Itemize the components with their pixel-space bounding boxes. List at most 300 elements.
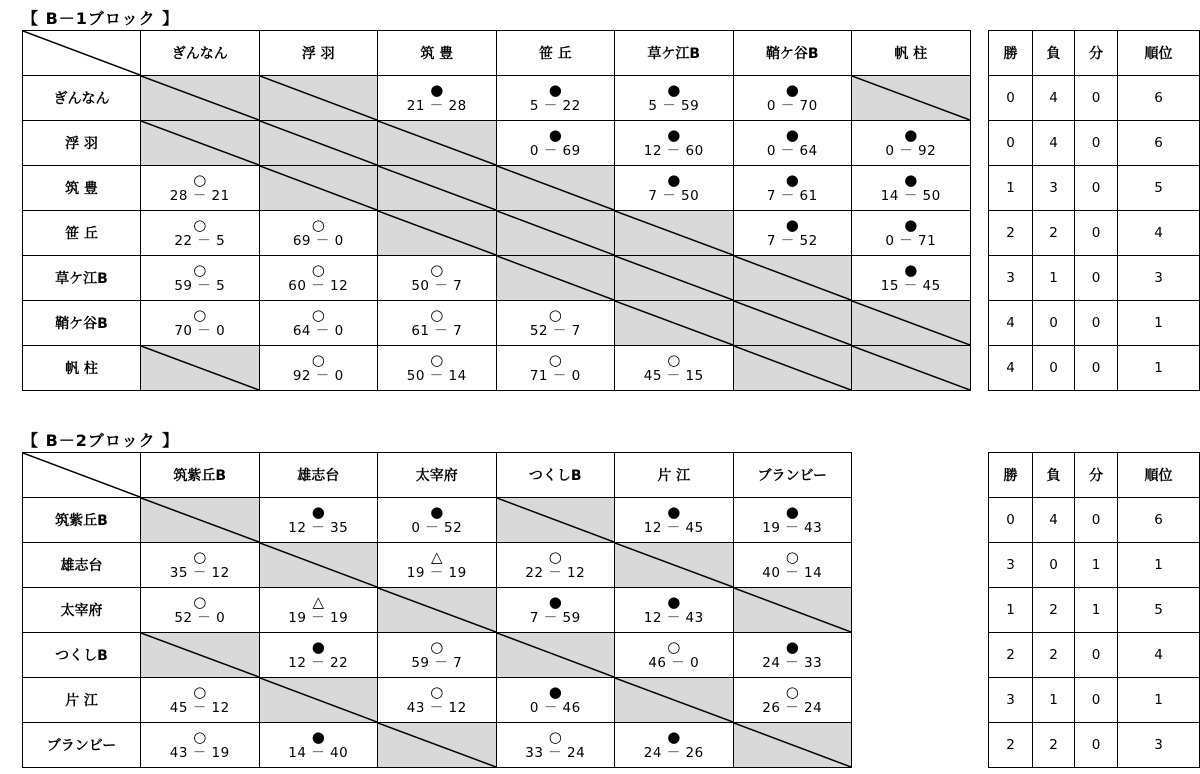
result-cell	[615, 498, 734, 543]
row-team-name: 帆 柱	[23, 346, 141, 391]
standings-cell: 0	[989, 498, 1033, 543]
standings-cell: 0	[1075, 498, 1118, 543]
standings-cell: 1	[1118, 678, 1200, 723]
table-row	[23, 121, 971, 166]
result-score: 7 － 59	[529, 610, 581, 626]
result-mark: ●	[785, 216, 799, 234]
block-title: 【 B－1ブロック 】	[22, 9, 180, 28]
result-score: 0 － 64	[766, 143, 818, 159]
result-cell	[378, 76, 497, 121]
result-mark: ○	[785, 683, 799, 701]
result-score: 35 － 12	[169, 565, 230, 581]
standings-cell: 1	[1075, 588, 1118, 633]
result-score: 7 － 61	[766, 188, 818, 204]
row-team-name: 浮 羽	[23, 121, 141, 166]
result-cell	[496, 588, 615, 633]
result-score: 12 － 35	[288, 520, 349, 536]
self-match-cell	[615, 256, 734, 301]
standings-row	[989, 166, 1200, 211]
result-mark: ○	[430, 261, 444, 279]
result-mark: ○	[193, 261, 207, 279]
result-cell	[378, 678, 497, 723]
standings-header-cell: 順位	[1118, 31, 1200, 76]
standings-row	[989, 76, 1200, 121]
result-mark: ●	[548, 593, 562, 611]
result-mark: ●	[667, 593, 681, 611]
result-cell	[496, 121, 615, 166]
result-score: 19 － 43	[762, 520, 823, 536]
table-row	[23, 678, 852, 723]
result-mark: ○	[193, 171, 207, 189]
result-score: 0 － 71	[885, 233, 937, 249]
result-cell	[733, 211, 852, 256]
standings-header-row	[989, 453, 1200, 498]
result-cell	[141, 678, 260, 723]
no-match-cell	[141, 633, 260, 678]
result-mark: ●	[667, 503, 681, 521]
self-match-cell	[378, 166, 497, 211]
result-cell	[852, 256, 971, 301]
self-match-cell	[733, 301, 852, 346]
standings-cell: 4	[989, 346, 1033, 391]
result-score: 69 － 0	[292, 233, 344, 249]
no-match-cell	[141, 346, 260, 391]
column-team-name: つくしB	[496, 453, 615, 498]
standings-cell: 4	[1033, 121, 1075, 166]
result-mark: ○	[193, 548, 207, 566]
standings-row	[989, 543, 1200, 588]
result-cell	[141, 723, 260, 768]
column-team-name: 筑 豊	[378, 31, 497, 76]
result-score: 92 － 0	[292, 368, 344, 384]
result-cell	[615, 633, 734, 678]
result-mark: ○	[667, 351, 681, 369]
result-cell	[378, 301, 497, 346]
no-match-cell	[259, 166, 378, 211]
table-row	[23, 588, 852, 633]
result-mark: ○	[311, 216, 325, 234]
table-row	[23, 498, 852, 543]
result-score: 50 － 14	[406, 368, 467, 384]
standings-cell: 3	[989, 678, 1033, 723]
standings-header-row	[989, 31, 1200, 76]
row-team-name: 鞘ケ谷B	[23, 301, 141, 346]
no-match-cell	[615, 301, 734, 346]
result-cell	[615, 166, 734, 211]
result-mark: ○	[193, 683, 207, 701]
standings-row	[989, 588, 1200, 633]
result-score: 52 － 7	[529, 323, 581, 339]
standings-cell: 0	[989, 76, 1033, 121]
no-match-cell	[378, 723, 497, 768]
result-cell	[733, 121, 852, 166]
row-team-name: ブランビー	[23, 723, 141, 768]
result-mark: ●	[785, 126, 799, 144]
result-score: 5 － 22	[529, 98, 581, 114]
row-team-name: 筑紫丘B	[23, 498, 141, 543]
self-match-cell	[259, 121, 378, 166]
result-mark: ○	[785, 548, 799, 566]
standings-cell: 1	[1033, 678, 1075, 723]
result-mark: ○	[548, 351, 562, 369]
row-team-name: 笹 丘	[23, 211, 141, 256]
result-cell	[496, 678, 615, 723]
standings-cell: 1	[1033, 256, 1075, 301]
standings-cell: 1	[989, 166, 1033, 211]
self-match-cell	[496, 633, 615, 678]
result-mark: ○	[311, 261, 325, 279]
result-score: 0 － 52	[411, 520, 463, 536]
result-cell	[733, 678, 852, 723]
row-team-name: 筑 豊	[23, 166, 141, 211]
result-cell	[496, 543, 615, 588]
result-score: 22 － 12	[525, 565, 586, 581]
standings-row	[989, 633, 1200, 678]
result-score: 14 － 50	[880, 188, 941, 204]
standings-cell: 2	[1033, 588, 1075, 633]
standings-cell: 0	[1075, 633, 1118, 678]
row-team-name: 片 江	[23, 678, 141, 723]
column-team-name: 太宰府	[378, 453, 497, 498]
row-team-name: ぎんなん	[23, 76, 141, 121]
result-mark: ●	[785, 638, 799, 656]
standings-row	[989, 723, 1200, 768]
self-match-cell	[733, 723, 852, 768]
self-match-cell	[496, 211, 615, 256]
standings-cell: 3	[1118, 723, 1200, 768]
standings-row	[989, 121, 1200, 166]
result-cell	[378, 633, 497, 678]
standings-cell: 3	[989, 543, 1033, 588]
standings-cell: 4	[1118, 211, 1200, 256]
result-score: 43 － 19	[169, 745, 230, 761]
result-cell	[615, 121, 734, 166]
result-mark: △	[430, 548, 443, 566]
result-cell	[259, 588, 378, 633]
result-mark: ●	[548, 683, 562, 701]
standings-cell: 1	[1118, 346, 1200, 391]
column-team-name: 草ケ江B	[615, 31, 734, 76]
standings-cell: 0	[989, 121, 1033, 166]
result-score: 46 － 0	[648, 655, 700, 671]
result-cell	[852, 211, 971, 256]
result-score: 59 － 5	[174, 278, 226, 294]
row-team-name: 雄志台	[23, 543, 141, 588]
result-cell	[141, 301, 260, 346]
standings-row	[989, 211, 1200, 256]
standings-cell: 1	[1118, 543, 1200, 588]
result-mark: ○	[430, 351, 444, 369]
standings-row	[989, 498, 1200, 543]
result-mark: ○	[430, 683, 444, 701]
result-score: 0 － 70	[766, 98, 818, 114]
result-score: 61 － 7	[411, 323, 463, 339]
corner-cell	[23, 31, 141, 76]
result-cell	[496, 346, 615, 391]
standings-cell: 1	[1118, 301, 1200, 346]
standings-header-cell: 順位	[1118, 453, 1200, 498]
standings-cell: 0	[1033, 301, 1075, 346]
result-score: 40 － 14	[762, 565, 823, 581]
standings-cell: 0	[1075, 166, 1118, 211]
standings-cell: 1	[1075, 543, 1118, 588]
results-grid	[22, 30, 971, 391]
result-cell	[259, 256, 378, 301]
result-mark: ●	[311, 728, 325, 746]
table-row	[23, 301, 971, 346]
result-mark: ●	[667, 728, 681, 746]
standings-cell: 0	[1075, 723, 1118, 768]
result-score: 12 － 22	[288, 655, 349, 671]
result-mark: ○	[548, 306, 562, 324]
result-cell	[259, 633, 378, 678]
block-title: 【 B－2ブロック 】	[22, 431, 180, 450]
result-score: 50 － 7	[411, 278, 463, 294]
result-score: 21 － 28	[406, 98, 467, 114]
standings-cell: 2	[989, 723, 1033, 768]
self-match-cell	[259, 543, 378, 588]
result-cell	[259, 301, 378, 346]
result-cell	[852, 166, 971, 211]
result-score: 0 － 69	[529, 143, 581, 159]
result-score: 43 － 12	[406, 700, 467, 716]
result-score: 0 － 92	[885, 143, 937, 159]
result-score: 45 － 15	[643, 368, 704, 384]
table-row	[23, 723, 852, 768]
standings-cell: 0	[1075, 301, 1118, 346]
no-match-cell	[496, 256, 615, 301]
standings-row	[989, 256, 1200, 301]
result-cell	[259, 211, 378, 256]
column-team-name: 雄志台	[259, 453, 378, 498]
column-team-name: 浮 羽	[259, 31, 378, 76]
result-mark: ●	[311, 503, 325, 521]
result-cell	[733, 543, 852, 588]
no-match-cell	[378, 121, 497, 166]
result-cell	[259, 723, 378, 768]
result-mark: ●	[785, 81, 799, 99]
standings-header-cell: 負	[1033, 31, 1075, 76]
result-mark: ○	[193, 306, 207, 324]
no-match-cell	[733, 256, 852, 301]
result-mark: ●	[904, 261, 918, 279]
standings-row	[989, 301, 1200, 346]
standings-cell: 6	[1118, 498, 1200, 543]
standings-header-cell: 勝	[989, 31, 1033, 76]
result-cell	[496, 301, 615, 346]
standings-cell: 2	[1033, 633, 1075, 678]
column-team-name: 片 江	[615, 453, 734, 498]
standings-table	[988, 452, 1200, 768]
result-score: 24 － 33	[762, 655, 823, 671]
result-score: 14 － 40	[288, 745, 349, 761]
standings-cell: 0	[1075, 121, 1118, 166]
standings-cell: 6	[1118, 76, 1200, 121]
standings-row	[989, 678, 1200, 723]
result-mark: ●	[785, 503, 799, 521]
result-cell	[141, 166, 260, 211]
table-row	[23, 211, 971, 256]
result-score: 19 － 19	[288, 610, 349, 626]
result-mark: ●	[667, 81, 681, 99]
result-mark: ●	[667, 171, 681, 189]
standings-header-cell: 分	[1075, 453, 1118, 498]
standings-cell: 2	[989, 633, 1033, 678]
result-score: 71 － 0	[529, 368, 581, 384]
standings-cell: 0	[1033, 543, 1075, 588]
standings-cell: 0	[1075, 678, 1118, 723]
result-mark: ●	[430, 81, 444, 99]
table-row	[23, 166, 971, 211]
self-match-cell	[378, 588, 497, 633]
self-match-cell	[141, 498, 260, 543]
row-team-name: 太宰府	[23, 588, 141, 633]
standings-header-cell: 勝	[989, 453, 1033, 498]
result-cell	[733, 166, 852, 211]
result-mark: ○	[667, 638, 681, 656]
result-cell	[141, 256, 260, 301]
result-cell	[615, 76, 734, 121]
standings-cell: 3	[1033, 166, 1075, 211]
standings-cell: 4	[1033, 498, 1075, 543]
result-score: 15 － 45	[880, 278, 941, 294]
standings-cell: 2	[1033, 211, 1075, 256]
result-cell	[496, 723, 615, 768]
result-mark: ○	[548, 728, 562, 746]
column-team-name: 笹 丘	[496, 31, 615, 76]
result-cell	[378, 256, 497, 301]
row-team-name: つくしB	[23, 633, 141, 678]
result-score: 33 － 24	[525, 745, 586, 761]
result-mark: △	[312, 593, 325, 611]
result-mark: ○	[311, 351, 325, 369]
result-cell	[615, 588, 734, 633]
no-match-cell	[852, 76, 971, 121]
corner-cell	[23, 453, 141, 498]
no-match-cell	[733, 346, 852, 391]
no-match-cell	[615, 543, 734, 588]
result-mark: ○	[548, 548, 562, 566]
result-mark: ●	[667, 126, 681, 144]
result-score: 19 － 19	[406, 565, 467, 581]
result-score: 52 － 0	[174, 610, 226, 626]
result-cell	[378, 543, 497, 588]
standings-cell: 6	[1118, 121, 1200, 166]
result-mark: ●	[904, 216, 918, 234]
standings-header-cell: 負	[1033, 453, 1075, 498]
result-cell	[733, 633, 852, 678]
standings-cell: 3	[1118, 256, 1200, 301]
result-mark: ○	[193, 216, 207, 234]
column-team-name: 鞘ケ谷B	[733, 31, 852, 76]
no-match-cell	[852, 301, 971, 346]
result-cell	[259, 498, 378, 543]
header-row	[23, 31, 971, 76]
no-match-cell	[259, 678, 378, 723]
result-mark: ○	[430, 306, 444, 324]
result-score: 12 － 60	[643, 143, 704, 159]
self-match-cell	[852, 346, 971, 391]
standings-cell: 0	[1075, 211, 1118, 256]
table-row	[23, 346, 971, 391]
standings-cell: 4	[1033, 76, 1075, 121]
result-cell	[141, 543, 260, 588]
result-score: 0 － 46	[529, 700, 581, 716]
standings-table	[988, 30, 1200, 391]
column-team-name: 筑紫丘B	[141, 453, 260, 498]
result-mark: ○	[193, 593, 207, 611]
result-score: 12 － 43	[643, 610, 704, 626]
column-team-name: ぎんなん	[141, 31, 260, 76]
table-row	[23, 543, 852, 588]
standings-cell: 4	[989, 301, 1033, 346]
result-cell	[141, 211, 260, 256]
result-mark: ○	[311, 306, 325, 324]
standings-cell: 1	[989, 588, 1033, 633]
standings-cell: 0	[1033, 346, 1075, 391]
no-match-cell	[378, 211, 497, 256]
result-cell	[615, 346, 734, 391]
standings-header-cell: 分	[1075, 31, 1118, 76]
result-cell	[615, 723, 734, 768]
standings-row	[989, 346, 1200, 391]
no-match-cell	[141, 121, 260, 166]
standings-cell: 0	[1075, 346, 1118, 391]
no-match-cell	[259, 76, 378, 121]
result-score: 64 － 0	[292, 323, 344, 339]
result-mark: ●	[904, 126, 918, 144]
column-team-name: ブランビー	[733, 453, 852, 498]
result-cell	[852, 121, 971, 166]
result-score: 7 － 52	[766, 233, 818, 249]
result-mark: ●	[785, 171, 799, 189]
no-match-cell	[496, 166, 615, 211]
result-score: 60 － 12	[288, 278, 349, 294]
result-mark: ○	[193, 728, 207, 746]
table-row	[23, 76, 971, 121]
result-cell	[733, 498, 852, 543]
standings-cell: 4	[1118, 633, 1200, 678]
self-match-cell	[615, 678, 734, 723]
result-mark: ●	[311, 638, 325, 656]
standings-cell: 5	[1118, 588, 1200, 633]
no-match-cell	[496, 498, 615, 543]
column-team-name: 帆 柱	[852, 31, 971, 76]
standings-cell: 5	[1118, 166, 1200, 211]
result-score: 26 － 24	[762, 700, 823, 716]
result-cell	[259, 346, 378, 391]
result-mark: ○	[430, 638, 444, 656]
self-match-cell	[141, 76, 260, 121]
standings-cell: 2	[989, 211, 1033, 256]
table-row	[23, 256, 971, 301]
result-cell	[141, 588, 260, 633]
header-row	[23, 453, 852, 498]
result-score: 22 － 5	[174, 233, 226, 249]
result-cell	[733, 76, 852, 121]
table-row	[23, 633, 852, 678]
standings-cell: 3	[989, 256, 1033, 301]
results-grid	[22, 452, 852, 768]
result-mark: ●	[548, 126, 562, 144]
result-cell	[496, 76, 615, 121]
result-score: 59 － 7	[411, 655, 463, 671]
standings-cell: 0	[1075, 76, 1118, 121]
row-team-name: 草ケ江B	[23, 256, 141, 301]
standings-cell: 0	[1075, 256, 1118, 301]
result-score: 12 － 45	[643, 520, 704, 536]
standings-cell: 2	[1033, 723, 1075, 768]
